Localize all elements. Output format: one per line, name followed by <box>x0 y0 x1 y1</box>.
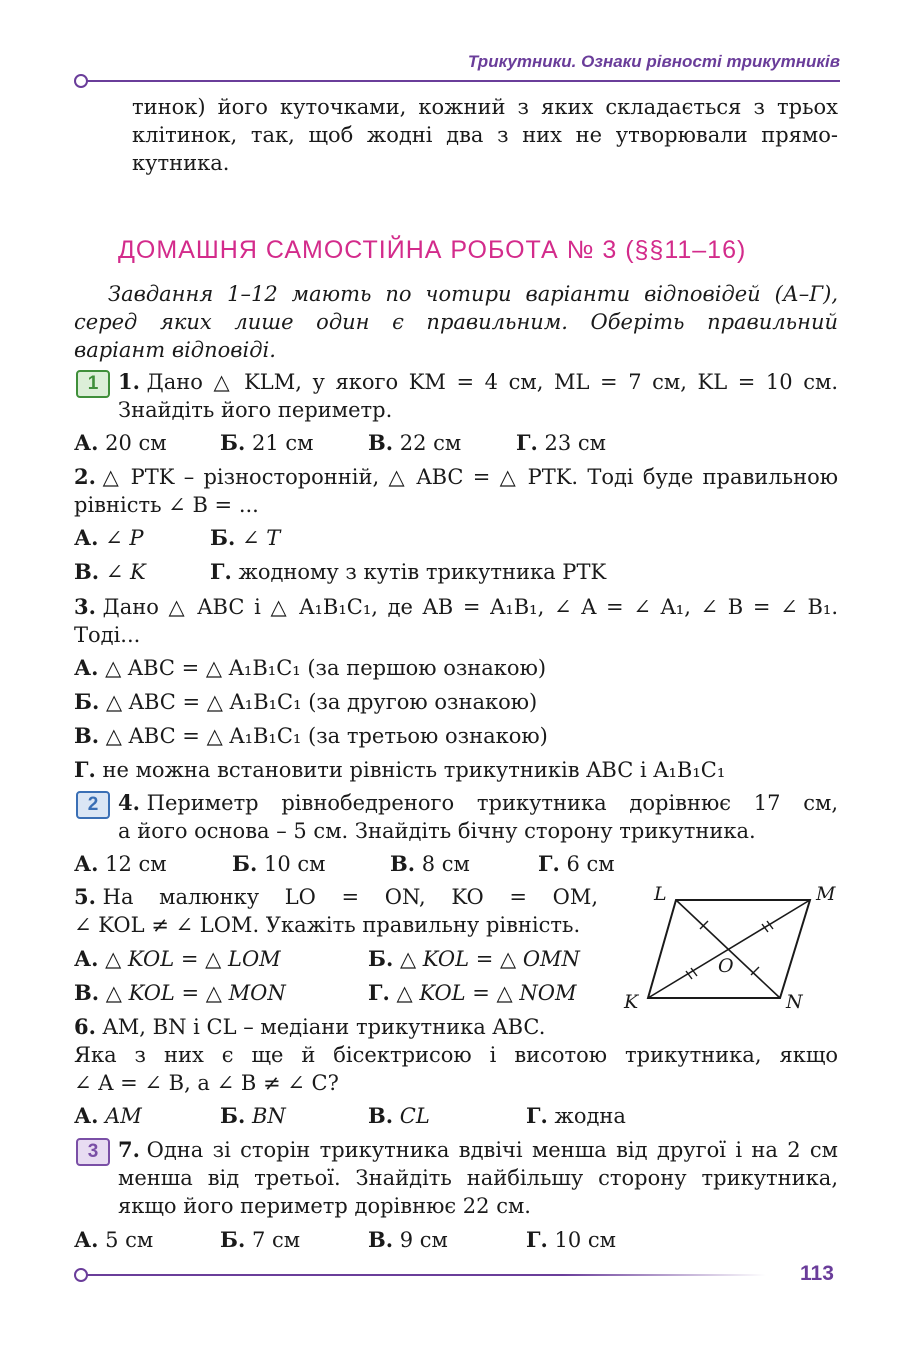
q7-line-1: 7 . Одна зі сторін трикутника вдвічі менша від другої і на 2 см <box>118 1137 838 1162</box>
q3-opt-c-row <box>74 723 548 749</box>
vertex-label-n: N <box>786 991 803 1013</box>
opt-label-c: В. <box>74 559 100 584</box>
section-title: ДОМАШНЯ САМОСТІЙНА РОБОТА № 3 (§§11–16) <box>118 236 747 264</box>
q2-opt-b-row <box>210 525 280 551</box>
level-badge-3: 3 <box>76 1138 110 1166</box>
opt-label-c: В. <box>74 980 100 1005</box>
opt-label-c: В. <box>74 723 100 748</box>
q2-opt-c-row <box>74 559 146 585</box>
q2-line-1: 2 . △ PTK – різносторонній, △ ABC = △ PTK. Тоді буде правильною <box>74 464 838 489</box>
q7-opt-c: 9 см <box>399 1228 448 1252</box>
q3-opt-b-row <box>74 689 537 715</box>
opt-label-c: В. <box>368 430 394 455</box>
opt-label-d: Г. <box>526 1227 548 1252</box>
q6-opt-a-row <box>74 1103 142 1129</box>
intro-line-2: клітинок, так, щоб жодні два з них не утворювали прямо- <box>132 123 838 147</box>
q5-opt-d: △ KOL = △ NOM <box>396 981 577 1005</box>
instructions-line-1: Завдання 1–12 мають по чотири варіанти відповідей (А–Г), <box>108 282 838 306</box>
instructions-line-3: варіант відповіді. <box>74 338 276 362</box>
q1-opt-c-row <box>368 430 461 456</box>
opt-label-c: В. <box>390 851 416 876</box>
q5-line-1: 5 . На малюнку LO = ON, KO = OM, <box>74 884 598 909</box>
q4-opt-c: 8 см <box>421 852 470 876</box>
vertex-label-o: O <box>718 955 734 977</box>
q1-line-1: 1 . Дано △ KLM, у якого KM = 4 см, ML = 7 см, KL = 10 см. <box>118 369 838 394</box>
q5-opt-a-row <box>74 946 281 972</box>
q6-line-2: Яка з них є ще й бісектрисою і висотою трикутника, якщо <box>74 1043 838 1067</box>
opt-label-b: Б. <box>210 525 236 550</box>
opt-label-b: Б. <box>232 851 258 876</box>
q3-opt-c: △ ABC = △ A₁B₁C₁ (за третьою ознакою) <box>105 724 548 748</box>
q2-number: 2 <box>74 464 89 489</box>
q6-opt-b: BN <box>251 1104 286 1128</box>
opt-label-d: Г. <box>74 757 96 782</box>
q7-opt-b: 7 см <box>251 1228 301 1252</box>
q3-number: 3 <box>74 594 89 619</box>
q4-opt-d: 6 см <box>566 852 615 876</box>
q6-opt-a: AM <box>105 1104 142 1128</box>
opt-label-a: А. <box>74 1103 99 1128</box>
q1-opt-b-row <box>220 430 313 456</box>
footer-rule <box>86 1274 766 1276</box>
q7-line-3: якщо його периметр дорівнює 22 см. <box>118 1194 531 1218</box>
vertex-label-l: L <box>654 883 667 905</box>
q3-opt-a: △ ABC = △ A₁B₁C₁ (за першою ознакою) <box>105 656 547 680</box>
q1-line-2: Знайдіть його периметр. <box>118 398 393 422</box>
q3-opt-b: △ ABC = △ A₁B₁C₁ (за другою ознакою) <box>105 690 538 714</box>
opt-label-a: А. <box>74 430 99 455</box>
opt-label-a: А. <box>74 525 99 550</box>
opt-label-a: А. <box>74 655 99 680</box>
q1-opt-b: 21 см <box>251 431 314 455</box>
opt-label-d: Г. <box>526 1103 548 1128</box>
opt-label-d: Г. <box>368 980 390 1005</box>
q5-opt-d-row <box>368 980 576 1006</box>
q7-opt-a-row <box>74 1227 153 1253</box>
q6-opt-b-row <box>220 1103 286 1129</box>
q4-text: Периметр рівнобедреного трикутника дорівнює 17 см, <box>146 791 838 815</box>
q7-opt-d: 10 см <box>554 1228 616 1252</box>
intro-line-1: тинок) його куточками, кожний з яких складається з трьох <box>132 95 838 119</box>
q6-text: AM, BN і CL – медіани трикутника ABC. <box>102 1015 546 1039</box>
q7-opt-c-row <box>368 1227 448 1253</box>
q4-number: 4 <box>118 790 133 815</box>
q6-opt-d-row <box>526 1103 626 1129</box>
q2-opt-b: ∠ T <box>241 526 281 550</box>
page-number: 113 <box>800 1262 834 1285</box>
q6-opt-c-row <box>368 1103 430 1129</box>
q4-opt-b-row <box>232 851 325 877</box>
q6-number: 6 <box>74 1014 89 1039</box>
opt-label-b: Б. <box>368 946 394 971</box>
q1-opt-d: 23 см <box>544 431 606 455</box>
q3-opt-a-row <box>74 655 546 681</box>
q3-opt-d: не можна встановити рівність трикутників ABC і A₁B₁C₁ <box>102 758 726 782</box>
q4-opt-b: 10 см <box>263 852 326 876</box>
opt-label-d: Г. <box>538 851 560 876</box>
q5-number: 5 <box>74 884 89 909</box>
q7-opt-d-row <box>526 1227 616 1253</box>
q7-line-2: менша від третьої. Знайдіть найбільшу сторону трикутника, <box>118 1166 838 1190</box>
q5-text: На малюнку LO = ON, KO = OM, <box>102 885 598 909</box>
intro-line-3: кутника. <box>132 151 230 175</box>
q5-line-2: ∠ KOL ≠ ∠ LOM. Укажіть правильну рівність. <box>74 913 581 937</box>
opt-label-c: В. <box>368 1103 394 1128</box>
opt-label-a: А. <box>74 946 99 971</box>
q1-opt-c: 22 см <box>399 431 462 455</box>
q2-opt-d: жодному з кутів трикутника PTK <box>238 560 607 584</box>
q3-opt-d-row <box>74 757 725 783</box>
q4-opt-a-row <box>74 851 167 877</box>
vertex-label-k: K <box>624 991 639 1013</box>
instructions-line-2: серед яких лише один є правильним. Оберіть правильний <box>74 310 838 334</box>
q1-number: 1 <box>118 369 133 394</box>
q4-opt-d-row <box>538 851 615 877</box>
opt-label-b: Б. <box>74 689 100 714</box>
q2-text: △ PTK – різносторонній, △ ABC = △ PTK. Тоді буде правильною <box>102 465 838 489</box>
opt-label-c: В. <box>368 1227 394 1252</box>
q4-opt-c-row <box>390 851 470 877</box>
q6-line-3: ∠ A = ∠ B, а ∠ B ≠ ∠ C? <box>74 1071 339 1095</box>
q7-opt-a: 5 см <box>105 1228 154 1252</box>
opt-label-b: Б. <box>220 1227 246 1252</box>
q4-line-2: а його основа – 5 см. Знайдіть бічну сторону трикутника. <box>118 819 756 843</box>
running-header: Трикутники. Ознаки рівності трикутників <box>467 52 840 71</box>
level-badge-1: 1 <box>76 370 110 398</box>
q7-text: Одна зі сторін трикутника вдвічі менша від другої і на 2 см <box>146 1138 838 1162</box>
vertex-label-m: M <box>816 883 836 905</box>
q7-number: 7 <box>118 1137 133 1162</box>
q5-opt-c: △ KOL = △ MON <box>105 981 286 1005</box>
q2-opt-d-row <box>210 559 606 585</box>
q6-opt-d: жодна <box>554 1104 626 1128</box>
opt-label-d: Г. <box>210 559 232 584</box>
q3-line-2: Тоді... <box>74 623 141 647</box>
q1-opt-d-row <box>516 430 606 456</box>
q1-options <box>74 430 167 456</box>
q7-opt-b-row <box>220 1227 300 1253</box>
header-rule <box>86 80 840 82</box>
q6-opt-c: CL <box>399 1104 430 1128</box>
q5-opt-b: △ KOL = △ OMN <box>399 947 580 971</box>
opt-label-a: А. <box>74 1227 99 1252</box>
q2-opt-a: ∠ P <box>105 526 144 550</box>
q5-opt-a: △ KOL = △ LOM <box>105 947 281 971</box>
q5-opt-c-row <box>74 980 286 1006</box>
opt-label-d: Г. <box>516 430 538 455</box>
opt-label-a: А. <box>74 851 99 876</box>
q4-line-1: 4 . Периметр рівнобедреного трикутника дорівнює 17 см, <box>118 790 838 815</box>
q5-parallelogram-figure <box>620 880 850 1020</box>
q6-line-1: 6. AM, BN і CL – медіани трикутника ABC. <box>74 1014 546 1039</box>
q2-opt-a-row <box>74 525 144 551</box>
q5-opt-b-row <box>368 946 580 972</box>
tick-lo <box>700 921 708 929</box>
opt-label-b: Б. <box>220 430 246 455</box>
level-badge-2: 2 <box>76 791 110 819</box>
q2-line-2: рівність ∠ B = ... <box>74 493 259 517</box>
opt-label-b: Б. <box>220 1103 246 1128</box>
q2-opt-c: ∠ K <box>105 560 146 584</box>
q1-text: Дано △ KLM, у якого KM = 4 см, ML = 7 см, KL = 10 см. <box>146 370 838 394</box>
q3-line-1: 3 . Дано △ ABC і △ A₁B₁C₁, де AB = A₁B₁, ∠ A = ∠ A₁, ∠ B = ∠ B₁. <box>74 594 838 619</box>
q4-opt-a: 12 см <box>105 852 167 876</box>
q3-text: Дано △ ABC і △ A₁B₁C₁, де AB = A₁B₁, ∠ A = ∠ A₁, ∠ B = ∠ B₁. <box>102 595 838 619</box>
q1-opt-a: 20 см <box>105 431 167 455</box>
